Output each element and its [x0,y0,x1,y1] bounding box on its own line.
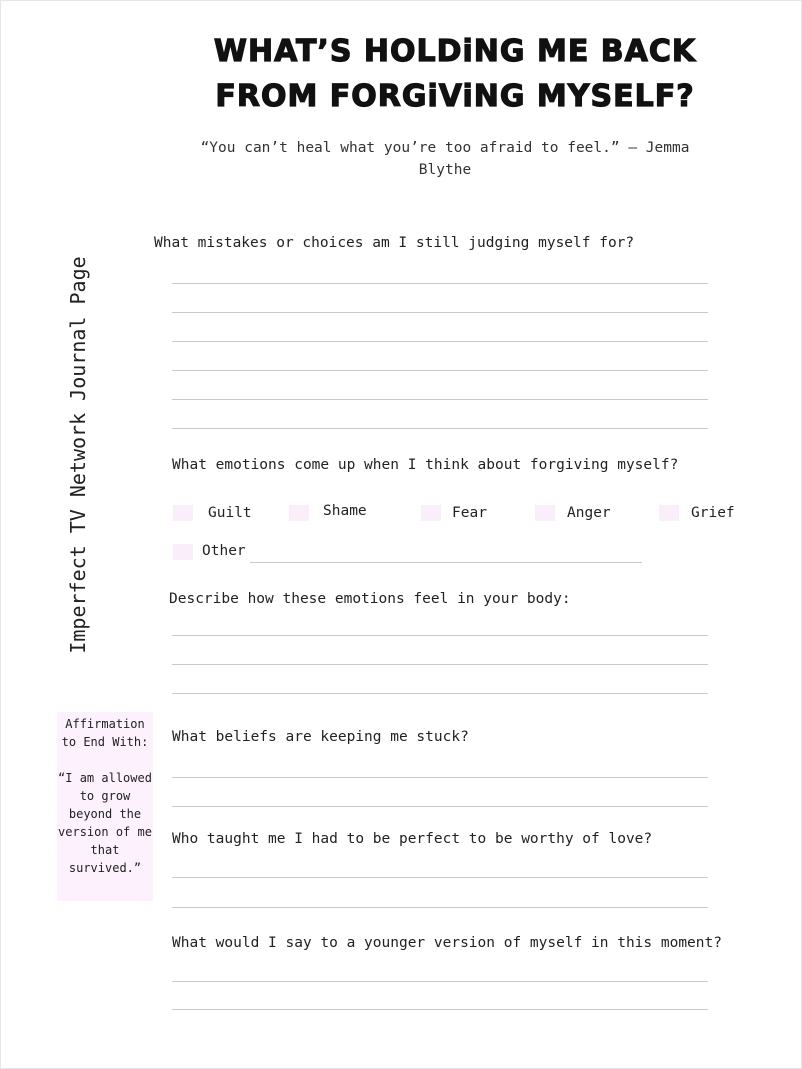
answer-line[interactable] [172,370,708,371]
answer-line[interactable] [172,341,708,342]
answer-line[interactable] [172,312,708,313]
checkbox-other[interactable] [173,544,193,560]
page-title-line-1: WHAT’S HOLDiNG ME BACK [213,34,697,69]
answer-line[interactable] [172,806,708,807]
affirmation-heading: Affirmation to End With: [61,717,149,749]
question-younger-self: What would I say to a younger version of myself in this moment? [172,935,722,951]
checkbox-fear[interactable] [421,505,441,521]
checkbox-label-grief: Grief [691,505,735,521]
answer-line[interactable] [172,693,708,694]
answer-line[interactable] [172,981,708,982]
answer-line[interactable] [172,399,708,400]
question-mistakes: What mistakes or choices am I still judging myself for? [154,235,635,251]
quote: “You can’t heal what you’re too afraid to feel.” — Jemma Blythe [200,140,690,178]
answer-line[interactable] [172,428,708,429]
checkbox-label-anger: Anger [567,505,611,521]
checkbox-label-other: Other [202,543,246,559]
question-perfection: Who taught me I had to be perfect to be worthy of love? [172,831,653,847]
affirmation-text: “I am allowed to grow beyond the version of me that survived.” [58,771,152,875]
answer-line[interactable] [172,777,708,778]
question-beliefs: What beliefs are keeping me stuck? [172,729,469,745]
checkbox-shame[interactable] [289,505,309,521]
checkbox-label-guilt: Guilt [208,505,252,521]
question-body-feelings: Describe how these emotions feel in your body: [169,591,571,607]
other-input-line[interactable] [250,562,642,563]
checkbox-label-fear: Fear [452,505,487,521]
side-label: Imperfect TV Network Journal Page [66,256,90,654]
checkbox-grief[interactable] [659,505,679,521]
page-title-line-2: FROM FORGiViNG MYSELF? [215,79,695,114]
answer-line[interactable] [172,664,708,665]
checkbox-label-shame: Shame [323,503,367,519]
answer-line[interactable] [172,877,708,878]
answer-line[interactable] [172,635,708,636]
checkbox-anger[interactable] [535,505,555,521]
answer-line[interactable] [172,283,708,284]
affirmation-box [57,712,153,901]
answer-line[interactable] [172,907,708,908]
question-emotions: What emotions come up when I think about forgiving myself? [172,457,679,473]
answer-line[interactable] [172,1009,708,1010]
checkbox-guilt[interactable] [173,505,193,521]
